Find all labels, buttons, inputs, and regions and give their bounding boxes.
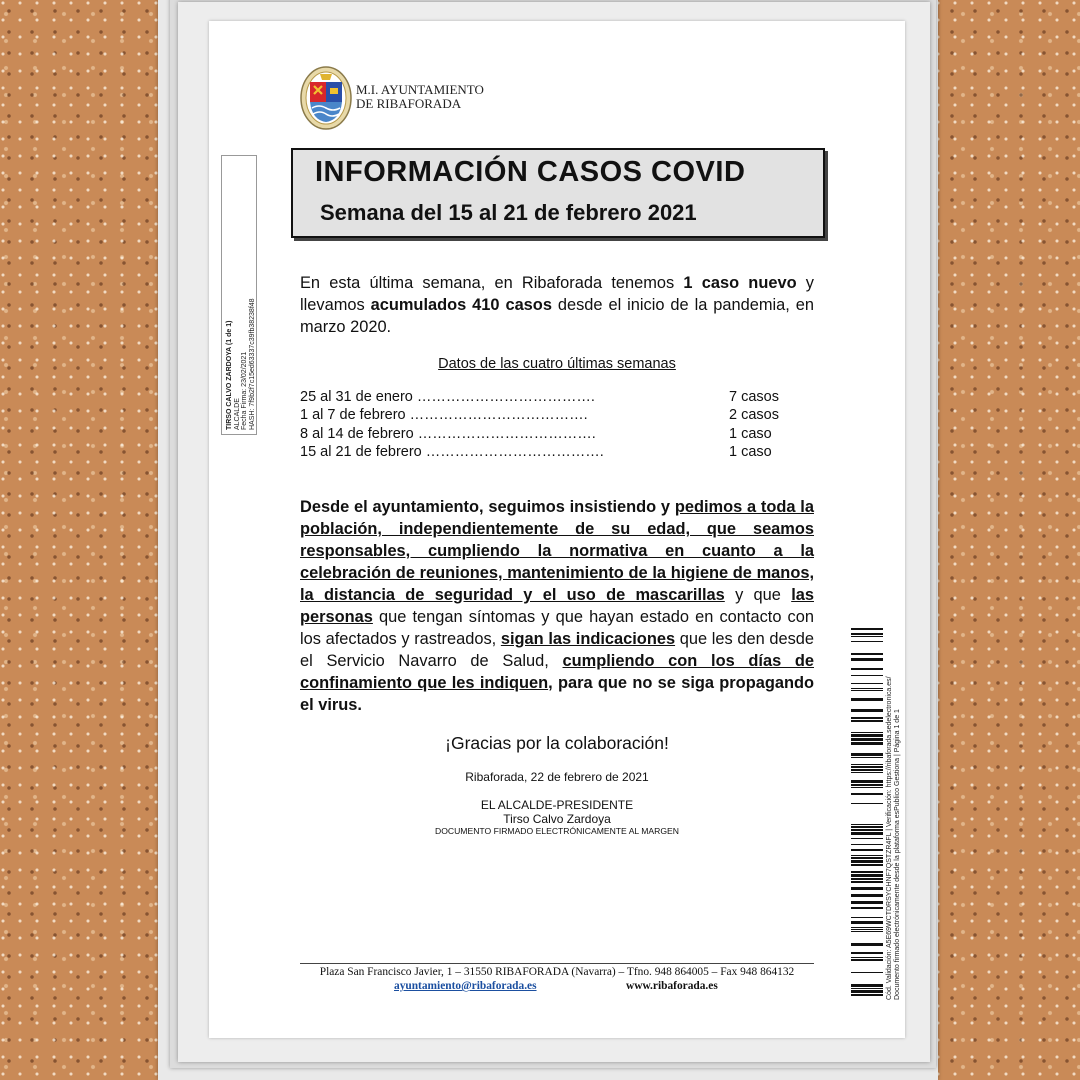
- barcode-bar: [851, 675, 883, 676]
- signer-block: [300, 798, 814, 837]
- barcode-bar: [851, 787, 883, 788]
- intro-text: desde el inicio de la pandemia, en marzo 2020.: [300, 296, 814, 336]
- barcode-bar: [851, 764, 883, 765]
- week-count: 2 casos: [729, 407, 779, 424]
- signature-margin-box: [221, 155, 257, 435]
- barcode-bar: [851, 688, 883, 689]
- barcode-bar: [851, 929, 883, 930]
- signature-hash: HASH: 7f9b2f7c15ed63337c39fb38238f48: [248, 298, 256, 430]
- intro-text: y llevamos: [300, 274, 815, 314]
- barcode-bar: [851, 784, 883, 786]
- barcode-bar: [851, 738, 883, 741]
- week-label: 8 al 14 de febrero ……………………………….: [300, 425, 596, 442]
- barcode-bar: [851, 824, 883, 825]
- barcode-bar: [851, 793, 883, 795]
- week-row: [300, 444, 800, 462]
- barcode-bar: [851, 803, 883, 804]
- signer-role: EL ALCALDE-PRESIDENTE: [480, 798, 634, 812]
- intro-text: En esta última semana, en Ribaforada tenemos: [300, 274, 684, 292]
- intro-new-cases: 1 caso nuevo: [683, 274, 797, 292]
- barcode-bar: [851, 734, 883, 737]
- appeal-highlight: cumpliendo con los días de confinamiento que les indiquen: [300, 652, 814, 692]
- appeal-text: Desde el ayuntamiento, seguimos insistiendo y: [300, 498, 675, 516]
- barcode-bar: [851, 878, 883, 880]
- barcode-bar: [851, 849, 883, 851]
- barcode-bar: [851, 990, 883, 993]
- signer-name: Tirso Calvo Zardoya: [503, 812, 611, 826]
- appeal-text: , para que no se siga propagando el virus.: [300, 674, 814, 714]
- appeal-highlight: las personas: [300, 586, 814, 626]
- signature-margin-text: [226, 160, 256, 430]
- footer-email-link[interactable]: ayuntamiento@ribaforada.es: [394, 980, 537, 992]
- barcode-bar: [851, 826, 883, 828]
- barcode-bar: [851, 766, 883, 768]
- appeal-text: que tengan síntomas y que hayan estado en contacto con los afectados y rastreados,: [300, 608, 814, 648]
- barcode-bar: [851, 772, 883, 773]
- barcode-bar: [851, 780, 883, 783]
- barcode-bar: [851, 972, 883, 973]
- thanks-line: ¡Gracias por la colaboración!: [445, 733, 669, 753]
- barcode-bar: [851, 864, 883, 866]
- barcode: [851, 628, 883, 1000]
- barcode-bar: [851, 957, 883, 958]
- barcode-bar: [851, 988, 883, 989]
- barcode-bar: [851, 709, 883, 712]
- barcode-bar: [851, 717, 883, 719]
- week-label: 1 al 7 de febrero ……………………………….: [300, 407, 588, 424]
- week-row: [300, 389, 800, 407]
- barcode-bar: [851, 698, 883, 701]
- week-count: 7 casos: [729, 389, 779, 405]
- weeks-heading: Datos de las cuatro últimas semanas: [438, 356, 676, 372]
- barcode-bar: [851, 984, 883, 987]
- signer-margin-name: TIRSO CALVO ZARDOYA (1 de 1): [226, 320, 233, 430]
- footer-divider: [300, 963, 814, 964]
- barcode-bar: [851, 690, 883, 691]
- barcode-bar: [851, 653, 883, 655]
- verification-line-2: Documento firmado electrónicamente desde la plataforma esPublico Gestiona | Página 1 de 1: [894, 709, 901, 1000]
- barcode-bar: [851, 829, 883, 831]
- barcode-bar: [851, 887, 883, 890]
- week-label: 25 al 31 de enero ……………………………….: [300, 389, 595, 405]
- intro-paragraph: [300, 272, 814, 338]
- barcode-bar: [851, 871, 883, 873]
- signature-date: Fecha Firma: 23/02/2021: [241, 351, 248, 430]
- week-count: 1 caso: [729, 443, 772, 460]
- barcode-bar: [851, 907, 883, 909]
- title-box: [291, 148, 825, 238]
- appeal-highlight: sigan las indicaciones: [500, 630, 676, 648]
- signer-margin-role: ALCALDE: [233, 398, 241, 430]
- barcode-bar: [851, 641, 883, 642]
- barcode-bar: [851, 857, 883, 859]
- barcode-bar: [851, 844, 883, 845]
- barcode-bar: [851, 860, 883, 863]
- barcode-bar: [851, 917, 883, 918]
- barcode-bar: [851, 927, 883, 928]
- barcode-bar: [851, 931, 883, 932]
- barcode-bar: [851, 757, 883, 758]
- document-title: INFORMACIÓN CASOS COVID: [315, 156, 746, 188]
- barcode-bar: [851, 668, 883, 670]
- municipality-line-1: M.I. AYUNTAMIENTO: [356, 82, 484, 97]
- barcode-bar: [851, 959, 883, 961]
- week-row: [300, 407, 800, 425]
- appeal-text: que les den desde el Servicio Navarro de Salud,: [300, 630, 814, 670]
- barcode-bar: [851, 769, 883, 771]
- footer-website: www.ribaforada.es: [626, 980, 718, 992]
- barcode-bar: [851, 874, 883, 877]
- barcode-bar: [851, 732, 883, 733]
- barcode-bar: [851, 952, 883, 954]
- barcode-bar: [851, 901, 883, 904]
- weeks-list: [300, 389, 800, 462]
- barcode-bar: [851, 658, 883, 661]
- appeal-text: y que: [724, 586, 792, 604]
- barcode-bar: [851, 683, 883, 684]
- municipality-name: [356, 83, 484, 111]
- barcode-bar: [851, 855, 883, 856]
- barcode-bar: [851, 742, 883, 745]
- place-date: Ribaforada, 22 de febrero de 2021: [465, 770, 649, 784]
- barcode-bar: [851, 832, 883, 835]
- barcode-bar: [851, 921, 883, 924]
- week-count: 1 caso: [729, 425, 772, 442]
- signer-note: DOCUMENTO FIRMADO ELECTRÓNICAMENTE AL MARGEN: [435, 826, 679, 836]
- document-subtitle: Semana del 15 al 21 de febrero 2021: [320, 200, 697, 225]
- barcode-bar: [851, 720, 883, 722]
- verification-line-1: Cód. Validación: A5E69WCTDRSYCHNF7QSTZR4FL | Verificación: https://ribaforada.sedelectronica.es/: [886, 676, 893, 1000]
- barcode-bar: [851, 943, 883, 946]
- barcode-bar: [851, 753, 883, 756]
- verification-text: [886, 628, 902, 1000]
- appeal-highlight: pedimos a toda la población, independientemente de su edad, que seamos responsables, cumpliendo la normativa en cuanto a la celebración de reuniones, mantenimiento de la higiene de manos, la distancia de seguridad y el uso de mascarillas: [300, 498, 814, 604]
- appeal-paragraph: [300, 496, 814, 716]
- barcode-bar: [851, 994, 883, 996]
- week-row: [300, 426, 800, 444]
- footer-address: Plaza San Francisco Javier, 1 – 31550 RIBAFORADA (Navarra) – Tfno. 948 864005 – Fax 948 864132: [319, 966, 795, 978]
- week-label: 15 al 21 de febrero ……………………………….: [300, 443, 604, 460]
- barcode-bar: [851, 628, 883, 630]
- barcode-bar: [851, 838, 883, 839]
- barcode-bar: [851, 881, 883, 883]
- coat-of-arms-logo: [300, 66, 352, 130]
- municipality-line-2: DE RIBAFORADA: [356, 96, 462, 111]
- barcode-bar: [851, 894, 883, 897]
- intro-cumulative-cases: acumulados 410 casos: [370, 296, 552, 314]
- barcode-bar: [851, 633, 883, 635]
- barcode-bar: [851, 636, 883, 637]
